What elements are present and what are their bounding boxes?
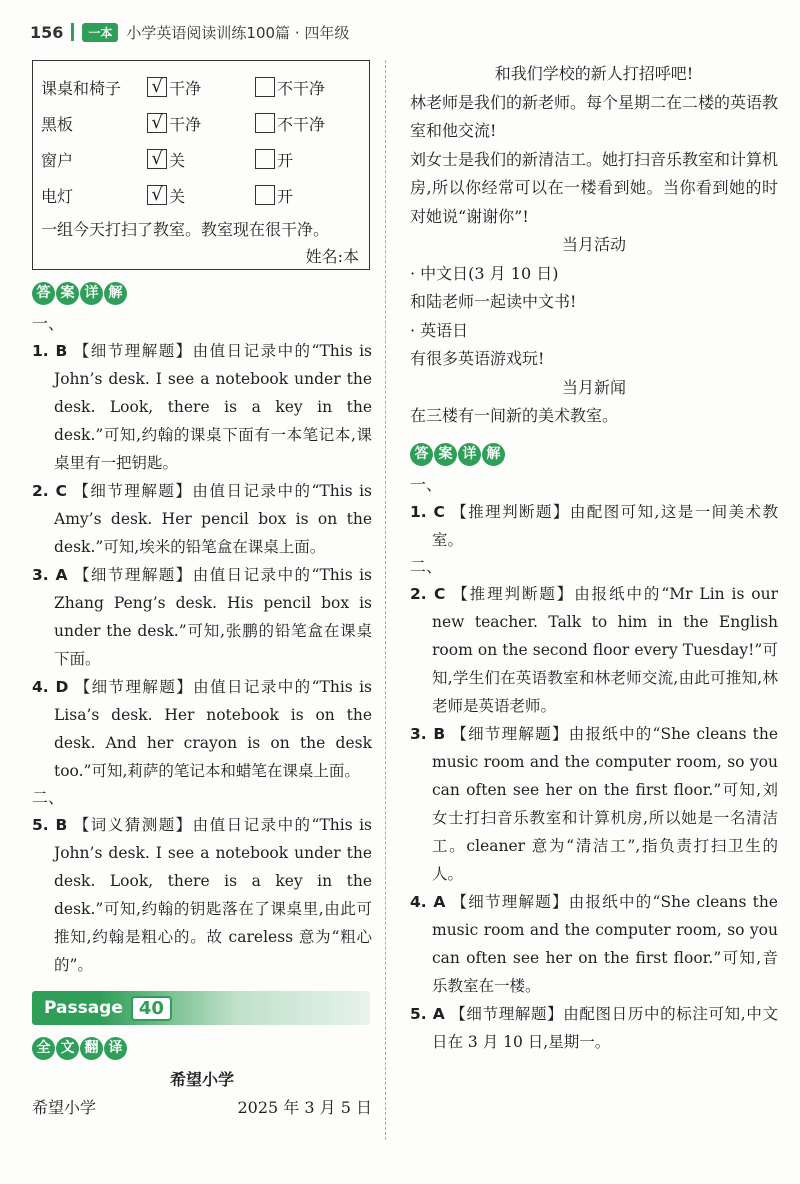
answer-text: 【推理判断题】由配图可知,这是一间美术教室。 xyxy=(432,502,778,549)
issue-date: 2025 年 3 月 5 日 xyxy=(237,1098,372,1117)
right-answers xyxy=(410,472,778,1056)
duty-item: 课桌和椅子 xyxy=(41,78,122,98)
answer-item xyxy=(32,811,372,979)
answer-item xyxy=(410,720,778,888)
translation-body xyxy=(410,60,778,431)
answer-text: 【细节理解题】由报纸中的“She cleans the music room and the computer room, so you can often see her on the first floor.”可知,刘女士打扫音乐教室和计算机房,所以她是一名清洁工。cleaner 意为“清洁工”,指负责打扫卫生的人。 xyxy=(432,724,778,883)
answer-number: 2. C xyxy=(32,482,67,500)
option-2-label: 不干净 xyxy=(277,78,326,98)
answer-number: 5. B xyxy=(32,816,68,834)
option-1-label: 干净 xyxy=(169,114,202,134)
checkbox-checked: √ xyxy=(147,185,167,205)
answer-number: 2. C xyxy=(410,584,446,603)
option-1 xyxy=(147,184,255,207)
option-1-label: 关 xyxy=(169,186,186,206)
translation-line: 在三楼有一间新的美术教室。 xyxy=(410,406,619,425)
section-mark: 一、 xyxy=(32,314,65,333)
left-answers xyxy=(32,311,372,979)
translation-line: · 英语日 xyxy=(410,320,469,340)
option-2 xyxy=(255,76,363,99)
checkbox-checked: √ xyxy=(147,149,167,169)
answer-number: 1. B xyxy=(32,342,68,360)
translation-line: 和陆老师一起读中文书! xyxy=(410,292,577,311)
option-1-label: 干净 xyxy=(169,78,202,98)
answer-number: 3. A xyxy=(32,566,68,584)
duty-record-table xyxy=(32,60,370,270)
left-column xyxy=(32,60,372,1122)
option-2 xyxy=(255,112,363,135)
answer-item xyxy=(32,561,372,673)
duty-item: 窗户 xyxy=(41,150,74,170)
answer-number: 4. D xyxy=(32,678,69,696)
duty-row xyxy=(41,177,363,213)
badge-char: 答 xyxy=(32,282,55,305)
checkbox-empty xyxy=(255,113,275,133)
badge-char: 翻 xyxy=(80,1037,103,1060)
school-name: 希望小学 xyxy=(32,1098,97,1117)
duty-row xyxy=(41,141,363,177)
answer-item xyxy=(410,580,778,720)
answer-text: 【推理判断题】由报纸中的“Mr Lin is our new teacher. Talk to him in the English room on the second floor every Tuesday!”可知,学生们在英语教室和林老师交流,由此可推知,林老师是英语老师。 xyxy=(432,584,778,715)
option-1 xyxy=(147,76,255,99)
option-1-label: 关 xyxy=(169,150,186,170)
answer-text: 【细节理解题】由报纸中的“She cleans the music room and the computer room, so you can often see her on the first floor.”可知,音乐教室在一楼。 xyxy=(432,892,778,995)
option-2 xyxy=(255,184,363,207)
badge-char: 详 xyxy=(80,282,103,305)
answer-item xyxy=(32,477,372,561)
answer-text: 【词义猜测题】由值日记录中的“This is John’s desk. I see a notebook under the desk. Look, there is a key in the desk.”可知,约翰的钥匙落在了课桌里,由此可推知,约翰是粗心的。故 careless 意为“粗心的”。 xyxy=(54,816,373,974)
answer-text: 【细节理解题】由值日记录中的“This is Zhang Peng’s desk. His pencil box is under the desk.”可知,张鹏的铅笔盒在课桌下面。 xyxy=(54,566,372,668)
answer-item xyxy=(410,498,778,554)
badge-char: 详 xyxy=(458,443,481,466)
section-mark: 一、 xyxy=(410,474,443,494)
right-column xyxy=(410,60,778,1056)
answer-number: 4. A xyxy=(410,892,446,911)
checkbox-empty xyxy=(255,149,275,169)
passage-number: 40 xyxy=(131,996,172,1021)
option-2-label: 开 xyxy=(277,186,294,206)
answer-number: 5. A xyxy=(410,1004,445,1023)
answer-badge-2 xyxy=(410,443,505,466)
header-divider xyxy=(71,23,74,41)
checkbox-checked: √ xyxy=(147,113,167,133)
badge-char: 解 xyxy=(482,443,505,466)
badge-char: 案 xyxy=(56,282,79,305)
translation-line: 刘女士是我们的新清洁工。她打扫音乐教室和计算机房,所以你经常可以在一楼看到她。当你看到她的时对她说“谢谢你”! xyxy=(410,149,779,226)
translation-line: · 中文日(3 月 10 日) xyxy=(410,263,559,283)
answer-text: 【细节理解题】由配图日历中的标注可知,中文日在 3 月 10 日,星期一。 xyxy=(432,1004,778,1051)
translation-line: 有很多英语游戏玩! xyxy=(410,349,545,368)
answer-number: 3. B xyxy=(410,724,446,743)
badge-char: 文 xyxy=(56,1037,79,1060)
duty-item: 电灯 xyxy=(41,186,74,206)
checkbox-empty xyxy=(255,77,275,97)
answer-badge xyxy=(32,282,127,305)
page-number: 156 xyxy=(30,22,64,42)
badge-char: 案 xyxy=(434,443,457,466)
duty-sign: 姓名:本 xyxy=(305,247,359,266)
section-mark: 二、 xyxy=(32,788,65,807)
answer-number: 1. C xyxy=(410,502,445,521)
translation-badge xyxy=(32,1037,127,1060)
book-title: 小学英语阅读训练100篇 · 四年级 xyxy=(126,23,350,42)
badge-char: 解 xyxy=(104,282,127,305)
duty-item: 黑板 xyxy=(41,114,74,134)
brand-logo: 一本 xyxy=(82,23,118,42)
option-1 xyxy=(147,148,255,171)
page-header xyxy=(30,18,349,46)
translation-line: 当月活动 xyxy=(561,235,626,254)
duty-row xyxy=(41,105,363,141)
translation-line: 当月新闻 xyxy=(561,377,626,397)
answer-item xyxy=(32,337,372,477)
option-1 xyxy=(147,112,255,135)
section-mark: 二、 xyxy=(410,556,443,576)
duty-note: 一组今天打扫了教室。教室现在很干净。 xyxy=(41,220,330,239)
translation-title: 希望小学 xyxy=(169,1070,234,1089)
answer-item xyxy=(410,1000,778,1056)
passage-header xyxy=(32,991,370,1025)
answer-item xyxy=(410,888,778,1000)
badge-char: 全 xyxy=(32,1037,55,1060)
checkbox-empty xyxy=(255,185,275,205)
translation-line: 林老师是我们的新老师。每个星期二在二楼的英语教室和他交流! xyxy=(410,92,779,140)
answer-text: 【细节理解题】由值日记录中的“This is Amy’s desk. Her pencil box is on the desk.”可知,埃米的铅笔盒在课桌上面。 xyxy=(54,482,372,556)
translation-line: 和我们学校的新人打招呼吧! xyxy=(494,64,694,83)
answer-item xyxy=(32,673,372,785)
badge-char: 答 xyxy=(410,443,433,466)
option-2-label: 开 xyxy=(277,150,294,170)
option-2-label: 不干净 xyxy=(277,114,326,134)
school-date-line xyxy=(32,1094,372,1122)
column-divider xyxy=(385,60,386,1140)
badge-char: 译 xyxy=(104,1037,127,1060)
checkbox-checked: √ xyxy=(147,77,167,97)
answer-text: 【细节理解题】由值日记录中的“This is John’s desk. I see a notebook under the desk. Look, there is a key in the desk.”可知,约翰的课桌下面有一本笔记本,课桌里有一把钥匙。 xyxy=(54,342,373,472)
answer-text: 【细节理解题】由值日记录中的“This is Lisa’s desk. Her notebook is on the desk. And her crayon is on the desk too.”可知,莉萨的笔记本和蜡笔在课桌上面。 xyxy=(54,678,373,780)
passage-word: Passage xyxy=(44,998,123,1018)
option-2 xyxy=(255,148,363,171)
duty-row xyxy=(41,69,363,105)
